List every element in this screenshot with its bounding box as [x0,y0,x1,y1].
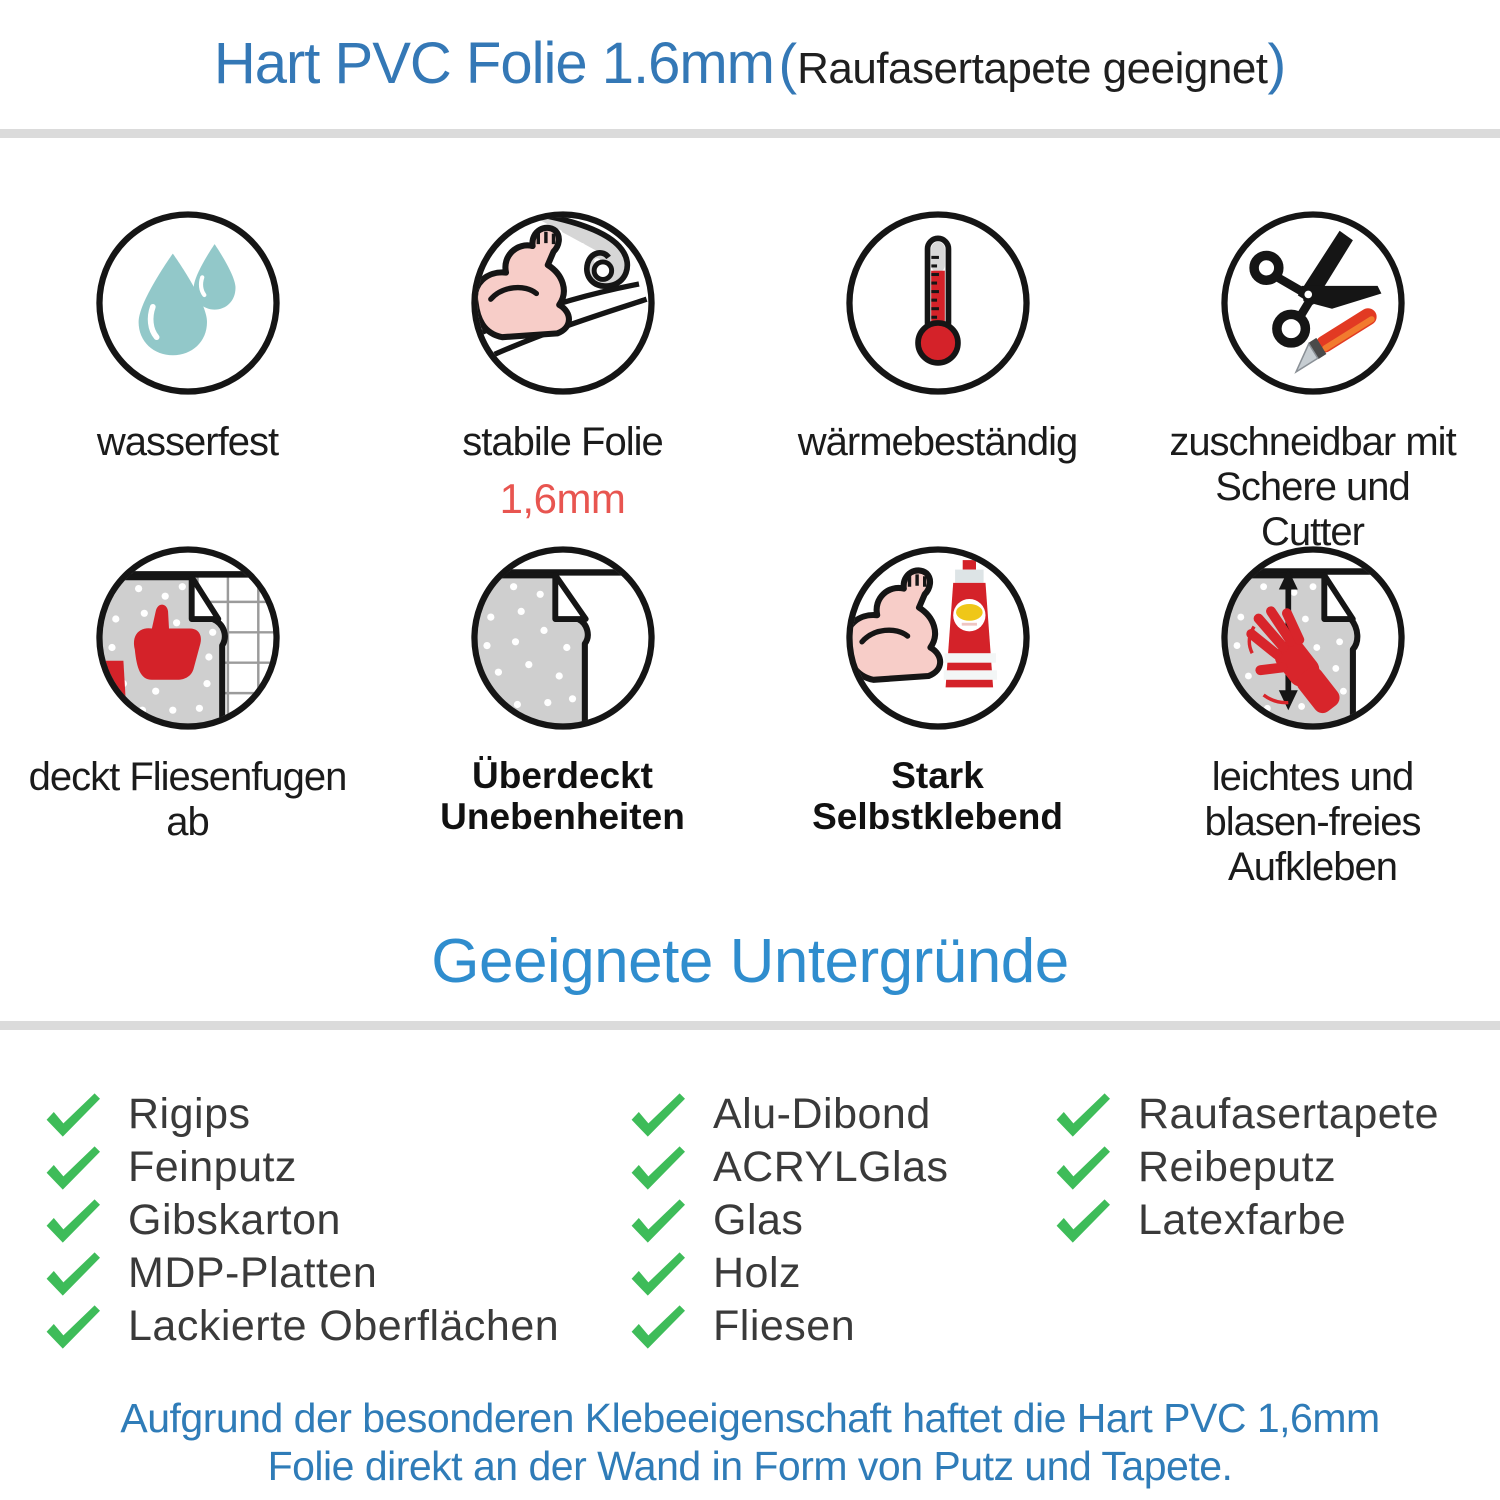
list-item: Rigips [40,1088,625,1141]
hand-apply-icon [1218,543,1408,733]
list-item: Fliesen [625,1300,1050,1353]
feature-zuschneidbar [1163,208,1463,554]
feature-selbstklebend [798,543,1078,878]
feature-caption: deckt Fliesenfugen ab [28,755,347,844]
feature-grid [0,208,1500,889]
adhesion-note-line2: Folie direkt an der Wand in Form von Putz und Tapete. [267,1442,1233,1489]
feature-caption: leichtes und blasen-freies Aufkleben [1204,755,1421,889]
list-item: Latexfarbe [1050,1194,1500,1247]
check-icon [1050,1144,1116,1192]
list-item: ACRYLGlas [625,1141,1050,1194]
thickness-label: 1,6mm [499,474,626,522]
feature-wasserfest [93,208,283,543]
title-paren-close: ) [1267,32,1287,95]
adhesion-note [0,1395,1500,1490]
check-icon [625,1303,691,1351]
list-item: Holz [625,1247,1050,1300]
list-item: Glas [625,1194,1050,1247]
adhesion-note-line1: Aufgrund der besonderen Klebeeigenschaft haftet die Hart PVC 1,6mm [120,1395,1380,1441]
feature-waermebestaendig [798,208,1078,543]
title-paren-open: ( [778,32,798,95]
feature-aufkleben [1153,543,1473,889]
list-item: Raufasertapete [1050,1088,1500,1141]
divider-top [0,129,1500,138]
thumbs-up-tiles-icon [93,543,283,733]
list-item: Feinputz [40,1141,625,1194]
feature-caption: wasserfest [96,420,279,464]
muscle-glue-icon [843,543,1033,733]
list-item: Gibskarton [40,1194,625,1247]
list-item: Reibeputz [1050,1141,1500,1194]
feature-caption: Stark Selbstklebend [812,755,1063,838]
check-icon [1050,1091,1116,1139]
water-drops-icon [93,208,283,398]
title-main: Hart PVC Folie 1.6mm [213,31,774,96]
surfaces-column-2 [625,1088,1050,1353]
surfaces-column-3 [1050,1088,1500,1353]
list-item: Alu-Dibond [625,1088,1050,1141]
feature-fliesenfugen [23,543,353,878]
feature-caption: stabile Folie [462,420,663,464]
feature-caption: wärmebeständig [797,420,1078,464]
list-item: Lackierte Oberflächen [40,1300,625,1353]
check-icon [625,1144,691,1192]
check-icon [40,1250,106,1298]
divider-middle [0,1021,1500,1030]
scissors-cutter-icon [1218,208,1408,398]
feature-stabile-folie [462,208,662,543]
surfaces-list [0,1088,1500,1353]
list-item: MDP-Platten [40,1247,625,1300]
feature-caption: zuschneidbar mit Schere und Cutter [1169,420,1456,554]
check-icon [625,1250,691,1298]
surfaces-column-1 [40,1088,625,1353]
foil-cover-icon [468,543,658,733]
feature-ueberdeckt [423,543,703,878]
check-icon [40,1144,106,1192]
check-icon [40,1197,106,1245]
check-icon [40,1091,106,1139]
check-icon [625,1091,691,1139]
check-icon [625,1197,691,1245]
thermometer-icon [843,208,1033,398]
title-sub: Raufasertapete geeignet [797,44,1268,93]
check-icon [1050,1197,1116,1245]
feature-caption: Überdeckt Unebenheiten [440,755,685,838]
check-icon [40,1303,106,1351]
strong-foil-icon [468,208,658,398]
section-title-untergruende: Geeignete Untergründe [431,927,1069,996]
page-title [0,0,1500,97]
